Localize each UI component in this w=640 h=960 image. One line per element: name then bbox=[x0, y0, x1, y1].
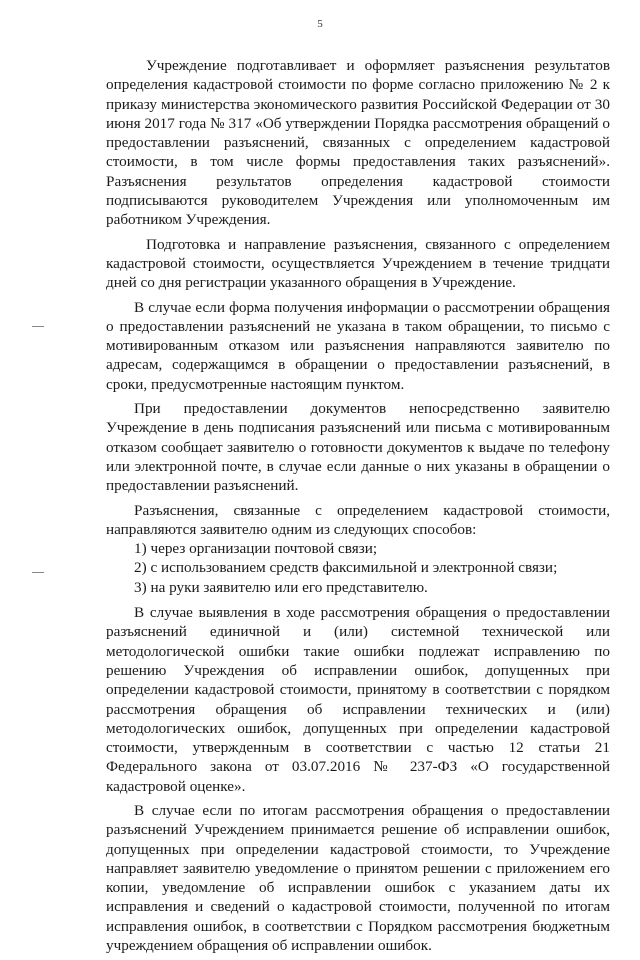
paragraph-direct-delivery: При предоставлении документов непосредственно заявителю Учреждение в день подписания разъяснений или письма с мотивированным отказом сообщает заявителю о готовности документов к выдаче по телефону или электронной почте, в случае если данные о них указаны в обращении о предоставлении разъяснений. bbox=[106, 400, 610, 495]
paragraph-delivery-address: В случае если форма получения информации о рассмотрении обращения о предоставлении разъяснений не указана в таком обращении, то письмо с мотивированным отказом или разъяснения направляются заявителю по адресам, содержащимся в обращении о предоставлении разъяснений, в сроки, предусмотренные настоящим пунктом. bbox=[106, 298, 610, 393]
paragraph-methods-intro: Разъяснения, связанные с определением кадастровой стоимости, направляются заявителю одним из следующих способов: bbox=[106, 501, 610, 538]
methods-list bbox=[106, 539, 610, 597]
margin-mark bbox=[32, 326, 44, 327]
document-body bbox=[106, 56, 610, 960]
list-item: 2) с использованием средств факсимильной и электронной связи; bbox=[134, 559, 558, 577]
paragraph-error-detection: В случае выявления в ходе рассмотрения обращения о предоставлении разъяснений единичной и (или) системной технической или методологической ошибки такие ошибки подлежат исправлению по решению Учреждения об исправлении ошибок, допущенных при определении кадастровой стоимости, принятому в соответствии с порядком рассмотрения обращения об исправлении технических и (или) методологических ошибок, допущенных при определении кадастровой стоимости, утвержденным в соответствии с частью 12 статьи 21 Федерального закона от 03.07.2016 № 237-ФЗ «О государственной кадастровой оценке». bbox=[106, 604, 610, 795]
list-item: 3) на руки заявителю или его представителю. bbox=[134, 578, 428, 596]
paragraph-clarification-form: Учреждение подготавливает и оформляет разъяснения результатов определения кадастровой стоимости по форме согласно приложению № 2 к приказу министерства экономического развития Российской Федерации от 30 июня 2017 года № 317 «Об утверждении Порядка рассмотрения обращений о предоставлении разъяснений, связанных с определением кадастровой стоимости, в том числе формы предоставления таких разъяснений». Разъяснения результатов определения кадастровой стоимости подписываются руководителем Учреждения или уполномоченным им работником Учреждения. bbox=[106, 57, 610, 229]
paragraph-error-correction-notice: В случае если по итогам рассмотрения обращения о предоставлении разъяснений Учреждением принимается решение об исправлении ошибок, допущенных при определении кадастровой стоимости, то Учреждение направляет заявителю уведомление о принятом решении с приложением его копии, уведомление об исправлении ошибок с указанием даты их исправления и сведений о кадастровой стоимости, полученной по итогам исправления ошибок, в соответствии с Порядком рассмотрения бюджетным учреждением обращения об исправлении ошибок. bbox=[106, 801, 610, 955]
page-number: 5 bbox=[317, 18, 323, 30]
margin-mark bbox=[32, 572, 44, 573]
list-item: 1) через организации почтовой связи; bbox=[134, 540, 378, 558]
paragraph-deadline: Подготовка и направление разъяснения, связанного с определением кадастровой стоимости, осуществляется Учреждением в течение тридцати дней со дня регистрации указанного обращения в Учреждение. bbox=[106, 235, 610, 292]
